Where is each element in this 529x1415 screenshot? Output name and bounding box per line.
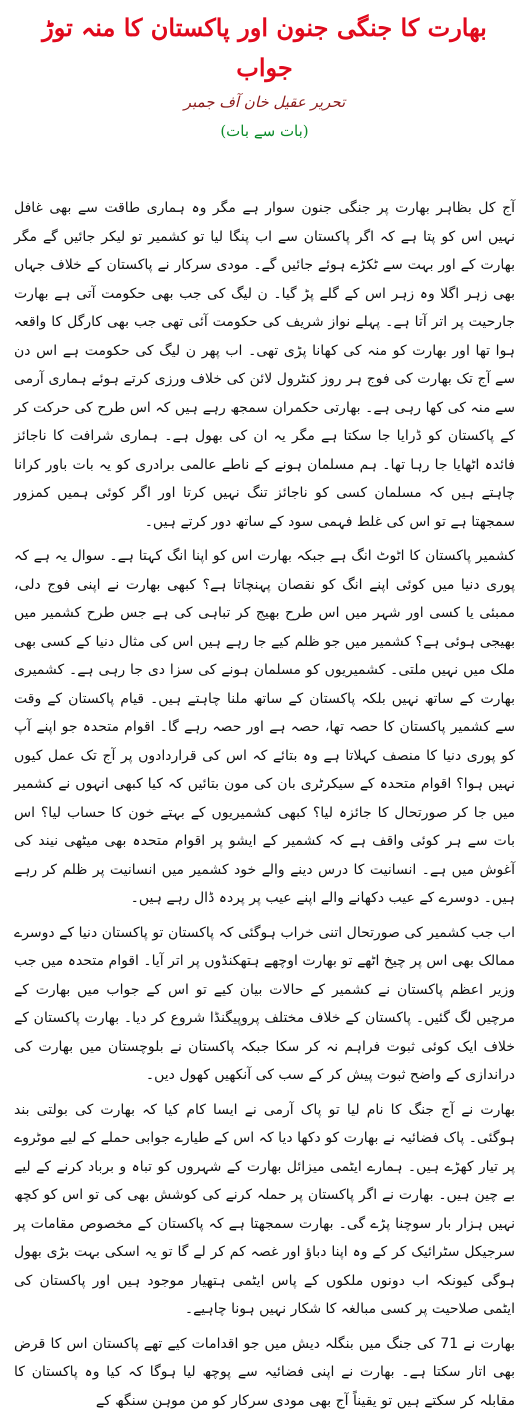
column-name: (بات سے بات) (14, 116, 515, 146)
article-header (14, 8, 515, 146)
article-body (14, 194, 515, 1246)
article-paragraph: اب جب کشمیر کی صورتحال اتنی خراب ہوگئی کہ پاکستان تو پاکستان دنیا کے دوسرے ممالک بھی اس پر چیخ اٹھے تو بھارت اوچھے ہتھکنڈوں پر اتر آیا۔ اقوام متحدہ میں جب وزیر اعظم پاکستان نے کشمیر کے حالات بیان کیے تو اس کے جواب میں بھارت کے مرچیں لگ گئیں۔ پاکستان کے خلاف مختلف پروپیگنڈا شروع کر دیا۔ بھارت پاکستان کے خلاف ایک کوئی ثبوت فراہم نہ کر سکا جبکہ پاکستان نے بلوچستان میں بھارت کی دراندازی کے واضح ثبوت پیش کر کے سب کی آنکھیں کھول دیں۔ (14, 919, 515, 1090)
article-author: تحریر عقیل خان آف جمبر (14, 88, 515, 116)
article-paragraph: کشمیر پاکستان کا اٹوٹ انگ ہے جبکہ بھارت اس کو اپنا انگ کہتا ہے۔ سوال یہ ہے کہ پوری دنیا میں کوئی اپنے انگ کو نقصان پہنچاتا ہے؟ کبھی بھارت نے اپنی فوج دلی، ممبئی یا کسی اور شہر میں اس طرح بھیج کر تباہی کی ہے جس طرح کشمیر میں بھیجی ہوئی ہے؟ کشمیر میں جو ظلم کیے جا رہے ہیں اس کی مثال دنیا کے کسی بھی ملک میں نہیں ملتی۔ کشمیریوں کو مسلمان ہونے کی سزا دی جا رہی ہے۔ کشمیری بھارت کے ساتھ نہیں بلکہ پاکستان کے ساتھ ملنا چاہتے ہیں۔ قیام پاکستان کے وقت سے کشمیر پاکستان کا حصہ تھا، حصہ ہے اور حصہ رہے گا۔ اقوام متحدہ جو اپنے آپ کو پوری دنیا کا منصف کہلاتا ہے وہ بتائے کہ اس کی قراردادوں پر آج تک عمل کیوں نہیں ہوا؟ اقوام متحدہ کے سیکرٹری بان کی مون بتائیں کہ کیا کبھی انہوں نے کشمیر میں جا کر صورتحال کا جائزہ لیا؟ کبھی کشمیریوں کے بہتے خون کا حساب لیا؟ اس بات سے ہر کوئی واقف ہے کہ کشمیر کے ایشو پر اقوام متحدہ بھی میٹھی نیند کی آغوش میں ہے۔ انسانیت کا درس دینے والے خود کشمیر میں انسانیت پر ظلم کر رہے ہیں۔ دوسرے کے عیب دکھانے والے اپنے عیب پر پردہ ڈال رہے ہیں۔ (14, 542, 515, 913)
article-paragraph: بھارت نے آج جنگ کا نام لیا تو پاک آرمی نے ایسا کام کیا کہ بھارت کی بولتی بند ہوگئی۔ پاک فضائیہ نے بھارت کو دکھا دیا کہ اس کے طیارے جوابی حملے کے لیے موٹروے پر تیار کھڑے ہیں۔ ہمارے ایٹمی میزائل بھارت کے شہروں کو تباہ و برباد کرنے کے لیے بے چین ہیں۔ بھارت نے اگر پاکستان پر حملہ کرنے کی کوشش بھی کی تو اس کو کچھ نہیں ہزار بار سوچنا پڑے گی۔ بھارت سمجھتا ہے کہ پاکستان کے مخصوص مقامات پر سرجیکل سٹرائیک کر کے وہ اپنا دباؤ اور غصہ کم کر لے گا تو یہ اسکی بہت بڑی بھول ہوگی کیونکہ اب دونوں ملکوں کے پاس ایٹمی ہتھیار موجود ہیں اور پاکستان کی ایٹمی صلاحیت پر کسی مبالغہ کا شکار نہیں ہونا چاہیے۔ (14, 1096, 515, 1324)
article-paragraph: بھارت نے 71 کی جنگ میں بنگلہ دیش میں جو اقدامات کیے تھے پاکستان اس کا قرض بھی اتار سکتا ہے۔ بھارت نے اپنی فضائیہ سے پوچھ لیا ہوگا کہ کیا وہ پاکستان کا مقابلہ کر سکتے ہیں تو یقیناً آج بھی مودی سرکار کو من موہن سنگھ کے (14, 1330, 515, 1415)
article-title: بھارت کا جنگی جنون اور پاکستان کا منہ توڑ جواب (14, 8, 515, 88)
article-paragraph: آج کل بظاہر بھارت پر جنگی جنون سوار ہے مگر وہ ہماری طاقت سے بھی غافل نہیں اس کو پتا ہے کہ اگر پاکستان سے اب پنگا لیا تو کشمیر تو لیکر جائیں گے مگر بھارت کے اور بہت سے ٹکڑے ہوئے جائیں گے۔ مودی سرکار نے پاکستان کے خلاف جہاں بھی زہر اگلا وہ زہر اس کے گلے پڑ گیا۔ ن لیگ کی جب بھی حکومت آتی ہے بھارت جارحیت پر اتر آتا ہے۔ پہلے نواز شریف کی حکومت آئی تھی جب بھی کارگل کا واقعہ ہوا تھا اور بھارت کو منہ کی کھانا پڑی تھی۔ اب پھر ن لیگ کی حکومت ہے اس دن سے آج تک بھارت کی فوج ہر روز کنٹرول لائن کی خلاف ورزی کرتے ہوئے ہماری آرمی سے منہ کی کھا رہی ہے۔ بھارتی حکمران سمجھ رہے ہیں کہ اس طرح کی حرکت کر کے پاکستان کو ڈرایا جا سکتا ہے مگر یہ ان کی بھول ہے۔ ہماری شرافت کا ناجائز فائدہ اٹھایا جا رہا تھا۔ ہم مسلمان ہونے کے ناطے عالمی برادری کو یہ بات باور کرانا چاہتے ہیں کہ مسلمان کسی کو ناجائز تنگ نہیں کرتا اور اگر کوئی ہمیں کمزور سمجھتا ہے تو اس کی غلط فہمی سود کے ساتھ دور کرتے ہیں۔ (14, 194, 515, 536)
